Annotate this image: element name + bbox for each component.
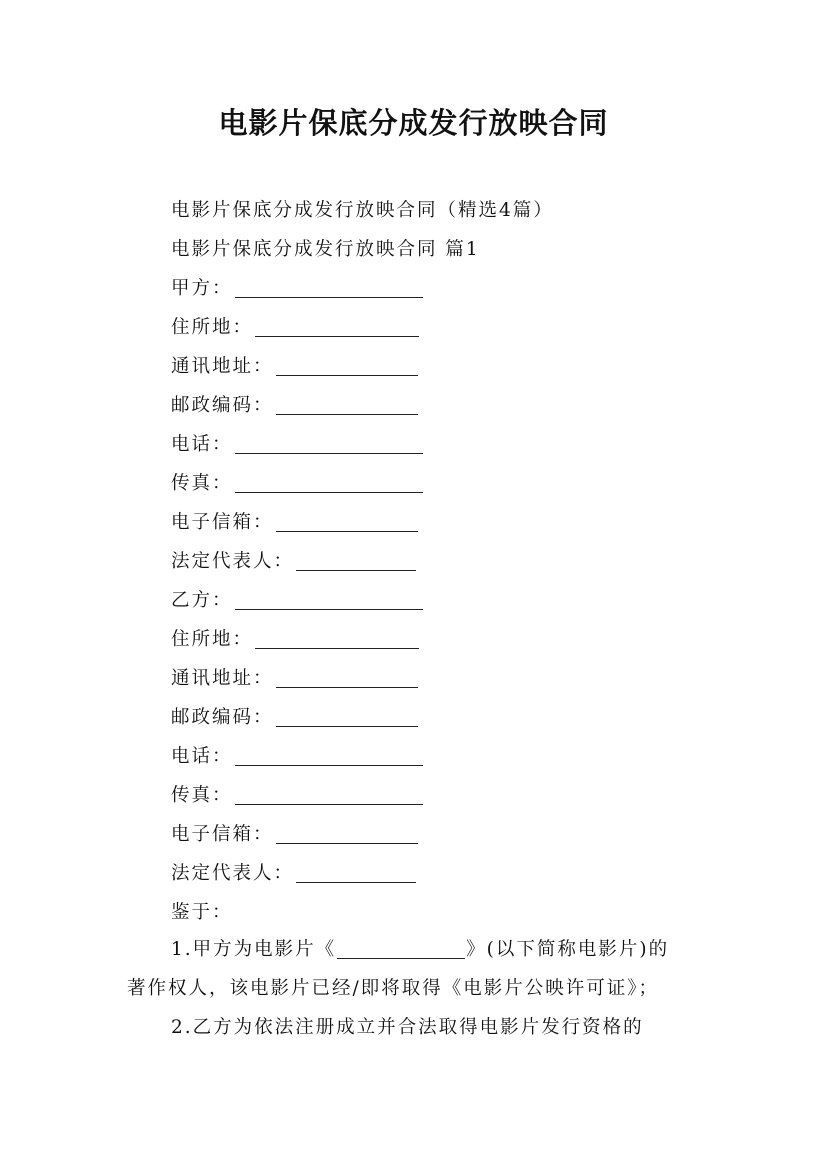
party-a-name-blank[interactable] bbox=[235, 277, 423, 298]
party-b-name-blank[interactable] bbox=[235, 589, 423, 610]
party-a-label: 甲方： bbox=[171, 278, 233, 299]
party-a-mail-address-label: 通讯地址： bbox=[171, 356, 274, 377]
party-b-name-row bbox=[171, 586, 423, 616]
document-title: 电影片保底分成发行放映合同 bbox=[218, 106, 609, 140]
party-b-postcode-blank[interactable] bbox=[276, 706, 418, 727]
party-a-legal-rep-row bbox=[171, 547, 416, 577]
party-b-phone-label: 电话： bbox=[171, 746, 233, 767]
party-b-address-row bbox=[171, 625, 419, 655]
party-b-legal-rep-label: 法定代表人： bbox=[171, 863, 295, 884]
clause-1-line-1 bbox=[127, 935, 717, 965]
party-a-phone-blank[interactable] bbox=[235, 433, 423, 454]
party-b-fax-row bbox=[171, 781, 423, 811]
party-a-fax-blank[interactable] bbox=[235, 472, 423, 493]
clause-2-text: 2.乙方为依法注册成立并合法取得电影片发行资格的 bbox=[171, 1017, 644, 1038]
party-a-postcode-blank[interactable] bbox=[276, 394, 418, 415]
party-a-postcode-row bbox=[171, 391, 418, 421]
clause-1-line-2: 著作权人，该电影片已经/即将取得《电影片公映许可证》； bbox=[127, 978, 659, 999]
party-a-legal-rep-label: 法定代表人： bbox=[171, 551, 295, 572]
clause-1-suffix: 》(以下简称电影片)的 bbox=[466, 939, 670, 960]
party-b-phone-row bbox=[171, 742, 423, 772]
clause-1-prefix: 1.甲方为电影片《 bbox=[171, 939, 337, 960]
party-a-phone-label: 电话： bbox=[171, 434, 233, 455]
party-a-email-row bbox=[171, 508, 418, 538]
party-a-address-blank[interactable] bbox=[255, 316, 419, 337]
party-b-address-blank[interactable] bbox=[255, 628, 419, 649]
party-a-mail-address-blank[interactable] bbox=[276, 355, 418, 376]
party-b-email-row bbox=[171, 820, 418, 850]
party-a-address-row bbox=[171, 313, 419, 343]
party-b-mail-address-label: 通讯地址： bbox=[171, 668, 274, 689]
clause-2-line-1 bbox=[127, 1013, 717, 1043]
party-b-email-label: 电子信箱： bbox=[171, 824, 274, 845]
party-b-mail-address-row bbox=[171, 664, 418, 694]
party-a-address-label: 住所地： bbox=[171, 317, 254, 338]
party-a-email-blank[interactable] bbox=[276, 511, 418, 532]
party-a-fax-row bbox=[171, 469, 423, 499]
film-title-blank[interactable] bbox=[337, 938, 465, 959]
party-b-address-label: 住所地： bbox=[171, 629, 254, 650]
party-b-postcode-row bbox=[171, 703, 418, 733]
party-b-mail-address-blank[interactable] bbox=[276, 667, 418, 688]
party-a-fax-label: 传真： bbox=[171, 473, 233, 494]
party-b-phone-blank[interactable] bbox=[235, 745, 423, 766]
party-b-legal-rep-row bbox=[171, 859, 416, 889]
section-heading: 电影片保底分成发行放映合同 篇1 bbox=[171, 239, 480, 260]
party-b-fax-label: 传真： bbox=[171, 785, 233, 806]
party-a-email-label: 电子信箱： bbox=[171, 512, 274, 533]
whereas-label: 鉴于： bbox=[171, 902, 233, 923]
party-b-legal-rep-blank[interactable] bbox=[296, 862, 416, 883]
party-a-mail-address-row bbox=[171, 352, 418, 382]
party-a-legal-rep-blank[interactable] bbox=[296, 550, 416, 571]
party-b-fax-blank[interactable] bbox=[235, 784, 423, 805]
party-b-postcode-label: 邮政编码： bbox=[171, 707, 274, 728]
document-subtitle: 电影片保底分成发行放映合同（精选4篇） bbox=[171, 200, 554, 221]
party-a-phone-row bbox=[171, 430, 423, 460]
party-b-label: 乙方： bbox=[171, 590, 233, 611]
party-a-postcode-label: 邮政编码： bbox=[171, 395, 274, 416]
party-b-email-blank[interactable] bbox=[276, 823, 418, 844]
party-a-name-row bbox=[171, 274, 423, 304]
